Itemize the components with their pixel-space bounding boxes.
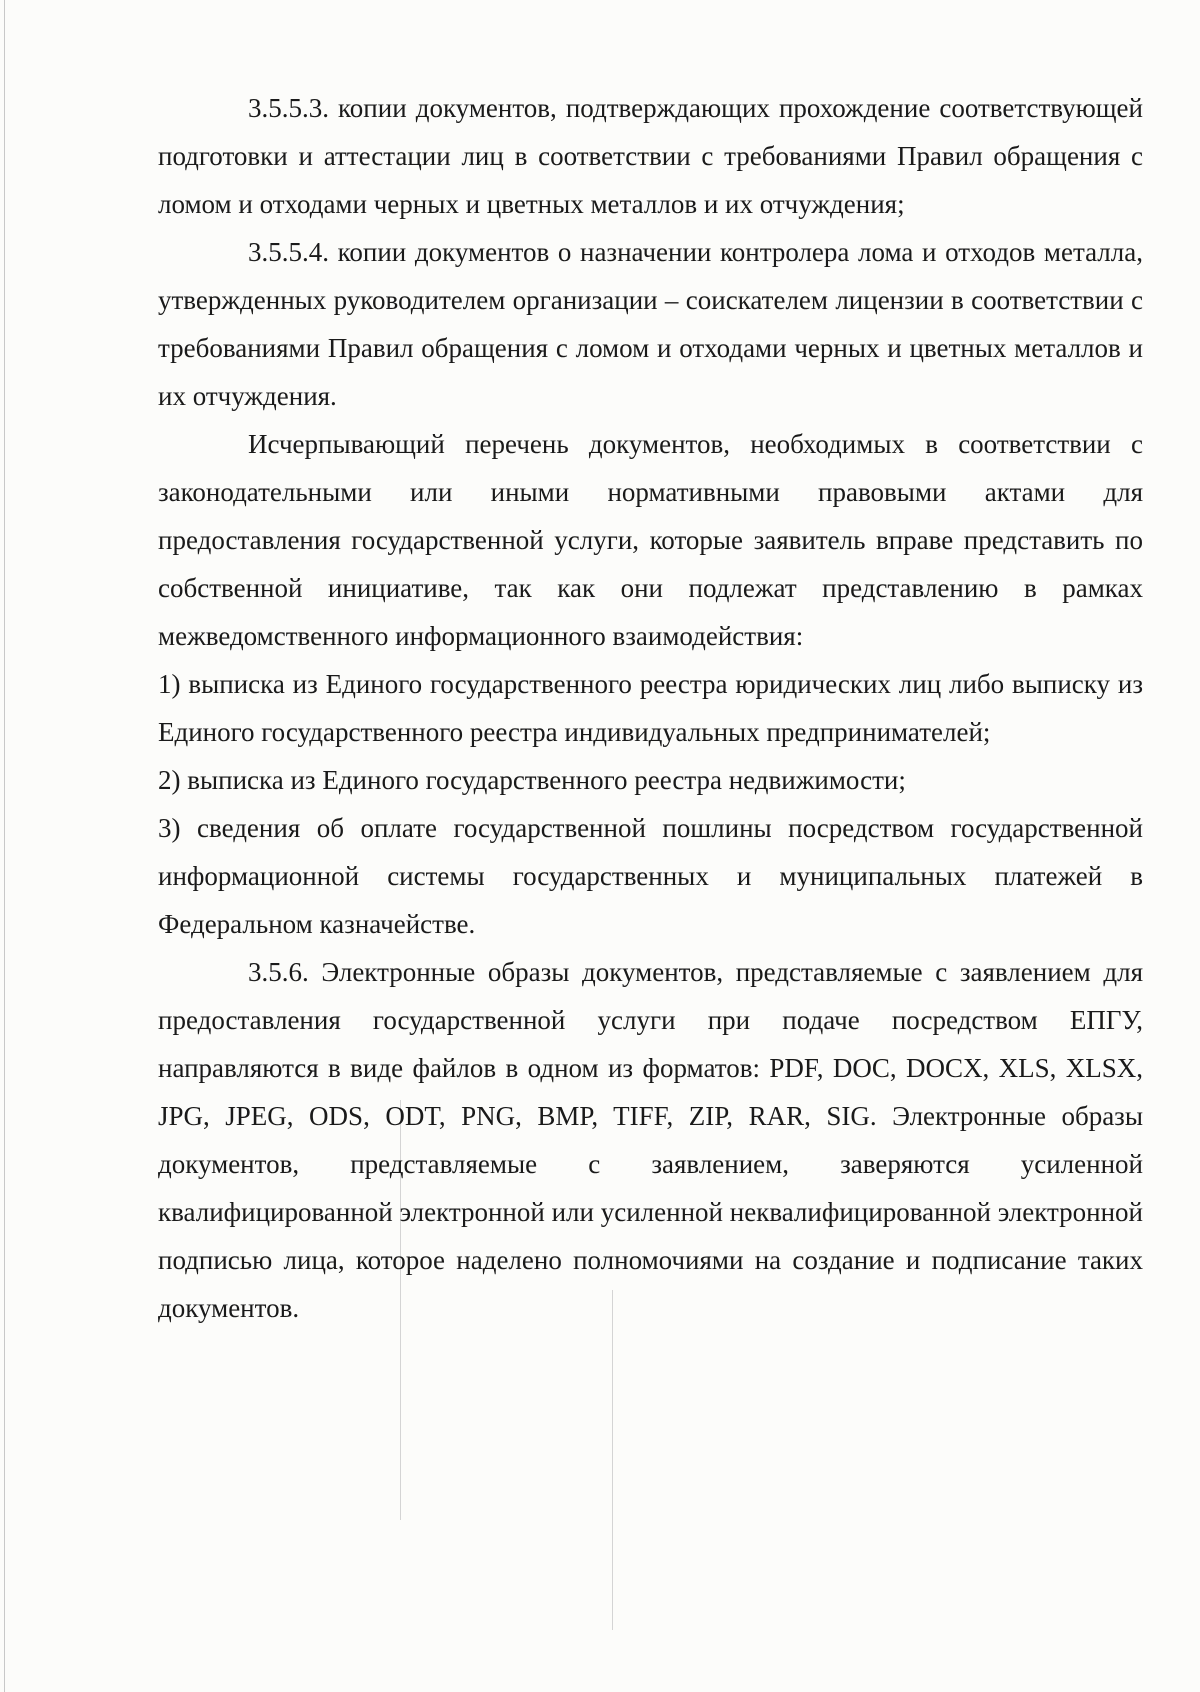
list-item-1: 1) выписка из Единого государственного реестра юридических лиц либо выписку из Единого государственного реестра индивидуальных предпринимателей; [158,669,1143,747]
list-item-3: 3) сведения об оплате государственной пошлины посредством государственной информационной системы государственных и муниципальных платежей в Федеральном казначействе. [158,813,1143,939]
scan-edge-line [4,0,5,1692]
paragraph-3-5-5-4: 3.5.5.4. копии документов о назначении контролера лома и отходов металла, утвержденных руководителем организации – соискателем лицензии в соответствии с требованиями Правил обращения с ломом и отходами черных и цветных металлов и их отчуждения. [158,237,1143,411]
paragraph-3-5-5-3: 3.5.5.3. копии документов, подтверждающих прохождение соответствующей подготовки и аттестации лиц в соответствии с требованиями Правил обращения с ломом и отходами черных и цветных металлов и их отчуждения; [158,93,1143,219]
document-body [158,84,1143,1332]
paragraph-exhaustive-list: Исчерпывающий перечень документов, необходимых в соответствии с законодательными или иными нормативными правовыми актами для предоставления государственной услуги, которые заявитель вправе представить по собственной инициативе, так как они подлежат представлению в рамках межведомственного информационного взаимодействия: [158,429,1143,651]
paragraph-3-5-6: 3.5.6. Электронные образы документов, представляемые с заявлением для предоставления государственной услуги при подаче посредством ЕПГУ, направляются в виде файлов в одном из форматов: PDF, DOC, DOCX, XLS, XLSX, JPG, JPEG, ODS, ODT, PNG, BMP, TIFF, ZIP, RAR, SIG. Электронные образы документов, представляемые с заявлением, заверяются усиленной квалифицированной электронной или усиленной неквалифицированной электронной подписью лица, которое наделено полномочиями на создание и подписание таких документов. [158,957,1143,1323]
scan-crease-line [612,1290,613,1630]
list-item-2: 2) выписка из Единого государственного реестра недвижимости; [158,765,906,795]
